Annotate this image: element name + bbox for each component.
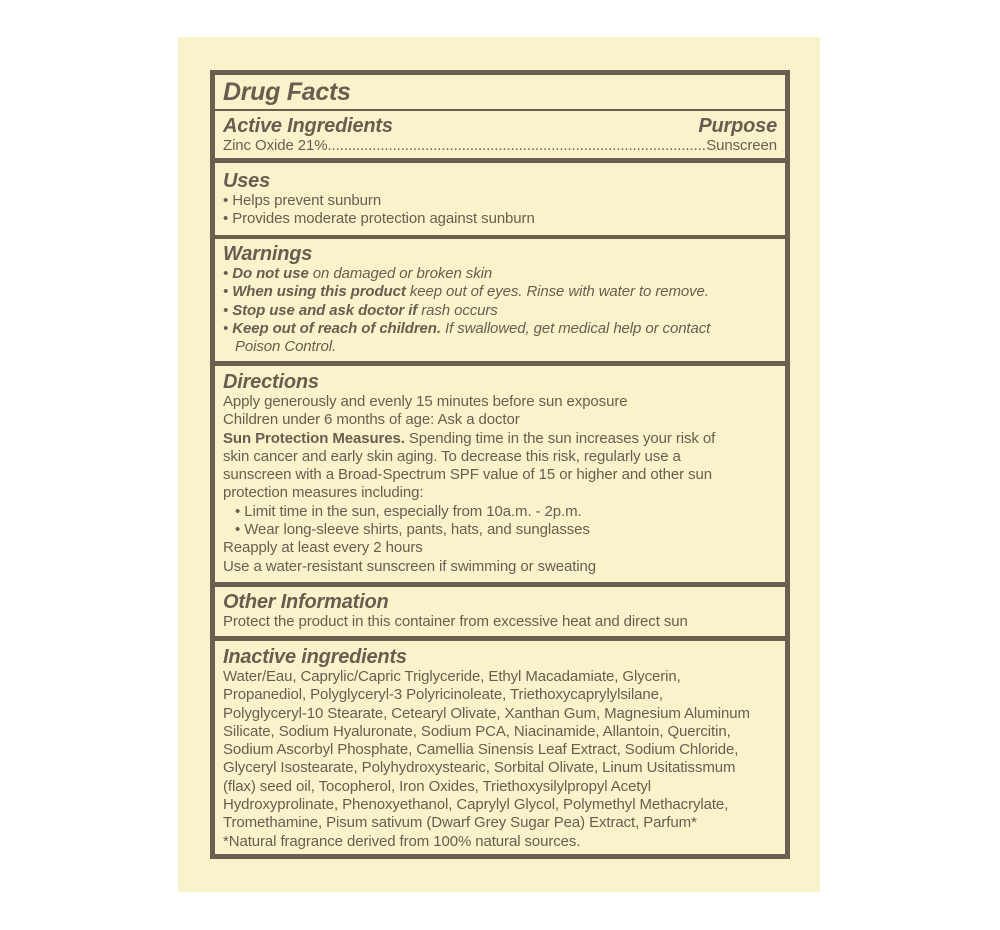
bullet-icon: • xyxy=(223,301,229,319)
section-divider xyxy=(215,361,785,366)
inactive-ingredients-section xyxy=(215,646,785,851)
directions-section xyxy=(215,371,785,576)
drug-facts-title: Drug Facts xyxy=(223,78,351,106)
bullet-icon: • xyxy=(235,502,241,520)
inactive-line: Silicate, Sodium Hyaluronate, Sodium PCA, Niacinamide, Allantoin, Quercitin, xyxy=(223,722,731,740)
inactive-line: Propanediol, Polyglyceryl-3 Polyricinoleate, Triethoxycaprylylsilane, xyxy=(223,686,663,704)
inactive-ingredients-heading: Inactive ingredients xyxy=(223,646,407,668)
purpose-heading: Purpose xyxy=(698,115,777,137)
uses-item-text: Provides moderate protection against sunburn xyxy=(232,210,535,228)
warning-continuation: Poison Control. xyxy=(235,338,337,356)
uses-heading: Uses xyxy=(223,170,271,192)
inactive-line: Glyceryl Isostearate, Polyhydroxystearic, Sorbital Olivate, Linum Usitatissmum xyxy=(223,759,736,777)
inactive-line: Water/Eau, Caprylic/Capric Triglyceride, Ethyl Macadamiate, Glycerin, xyxy=(223,668,681,685)
uses-item xyxy=(223,210,777,228)
directions-bullet xyxy=(223,521,777,539)
inactive-line: Polyglyceryl-10 Stearate, Cetearyl Olivate, Xanthan Gum, Magnesium Aluminum xyxy=(223,704,750,722)
sun-protection-line: skin cancer and early skin aging. To decrease this risk, regularly use a xyxy=(223,447,681,465)
title-section xyxy=(215,77,785,107)
sun-protection-line xyxy=(223,430,777,448)
inactive-line: Sodium Ascorbyl Phosphate, Camellia Sinensis Leaf Extract, Sodium Chloride, xyxy=(223,741,739,759)
active-ingredients-heading: Active Ingredients xyxy=(223,115,393,137)
sun-protection-line: sunscreen with a Broad-Spectrum SPF value of 15 or higher and other sun xyxy=(223,466,713,484)
active-ingredient-purpose: Sunscreen xyxy=(706,137,777,154)
warning-text: on damaged or broken skin xyxy=(308,265,493,282)
title-divider xyxy=(215,109,785,111)
other-information-text: Protect the product in this container from excessive heat and direct sun xyxy=(223,613,688,630)
warning-item xyxy=(223,320,777,338)
uses-section xyxy=(215,170,785,229)
directions-bullet-text: Wear long-sleeve shirts, pants, hats, and sunglasses xyxy=(244,521,590,539)
uses-item xyxy=(223,192,777,210)
drug-facts-panel xyxy=(210,70,790,859)
warning-text: If swallowed, get medical help or contact xyxy=(440,319,711,337)
inactive-line: Hydroxyprolinate, Phenoxyethanol, Caprylyl Glycol, Polymethyl Methacrylate, xyxy=(223,796,729,814)
sun-protection-text: Spending time in the sun increases your risk of xyxy=(404,429,716,447)
bullet-icon: • xyxy=(223,283,229,301)
dot-leader xyxy=(327,137,706,155)
directions-line: Apply generously and evenly 15 minutes before sun exposure xyxy=(223,393,628,410)
warning-bold: When using this product xyxy=(232,283,406,301)
warning-item xyxy=(223,265,777,283)
inactive-line: Tromethamine, Pisum sativum (Dwarf Grey Sugar Pea) Extract, Parfum* xyxy=(223,814,697,832)
warnings-heading: Warnings xyxy=(223,243,313,265)
active-ingredient-name: Zinc Oxide 21% xyxy=(223,137,328,154)
warning-bold: Do not use xyxy=(232,265,309,282)
section-divider xyxy=(215,158,785,163)
section-divider xyxy=(215,636,785,641)
directions-heading: Directions xyxy=(223,371,319,393)
inactive-footnote: *Natural fragrance derived from 100% natural sources. xyxy=(223,832,581,850)
section-divider xyxy=(215,582,785,587)
directions-bullet xyxy=(223,503,777,521)
directions-line: Children under 6 months of age: Ask a doctor xyxy=(223,411,520,429)
sun-protection-line: protection measures including: xyxy=(223,484,424,502)
bullet-icon: • xyxy=(223,210,229,228)
other-information-section xyxy=(215,591,785,631)
bullet-icon: • xyxy=(223,265,229,282)
directions-line: Use a water-resistant sunscreen if swimming or sweating xyxy=(223,557,596,575)
active-ingredient-row xyxy=(223,137,777,155)
sun-protection-bold: Sun Protection Measures. xyxy=(223,429,405,447)
warning-bold: Stop use and ask doctor if xyxy=(232,301,418,319)
uses-item-text: Helps prevent sunburn xyxy=(232,192,382,209)
bullet-icon: • xyxy=(223,319,229,337)
warning-text: keep out of eyes. Rinse with water to remove. xyxy=(405,283,709,301)
warning-bold: Keep out of reach of children. xyxy=(232,319,441,337)
warning-item xyxy=(223,302,777,320)
warning-text: rash occurs xyxy=(417,301,498,319)
warnings-section xyxy=(215,243,785,356)
bullet-icon: • xyxy=(223,192,229,209)
warning-item xyxy=(223,283,777,301)
directions-line: Reapply at least every 2 hours xyxy=(223,539,423,557)
other-information-heading: Other Information xyxy=(223,591,389,613)
bullet-icon: • xyxy=(235,521,241,539)
active-ingredients-section xyxy=(215,115,785,155)
directions-bullet-text: Limit time in the sun, especially from 10a.m. - 2p.m. xyxy=(244,502,582,520)
inactive-line: (flax) seed oil, Tocopherol, Iron Oxides, Triethoxysilylpropyl Acetyl xyxy=(223,777,652,795)
section-divider xyxy=(215,235,785,239)
